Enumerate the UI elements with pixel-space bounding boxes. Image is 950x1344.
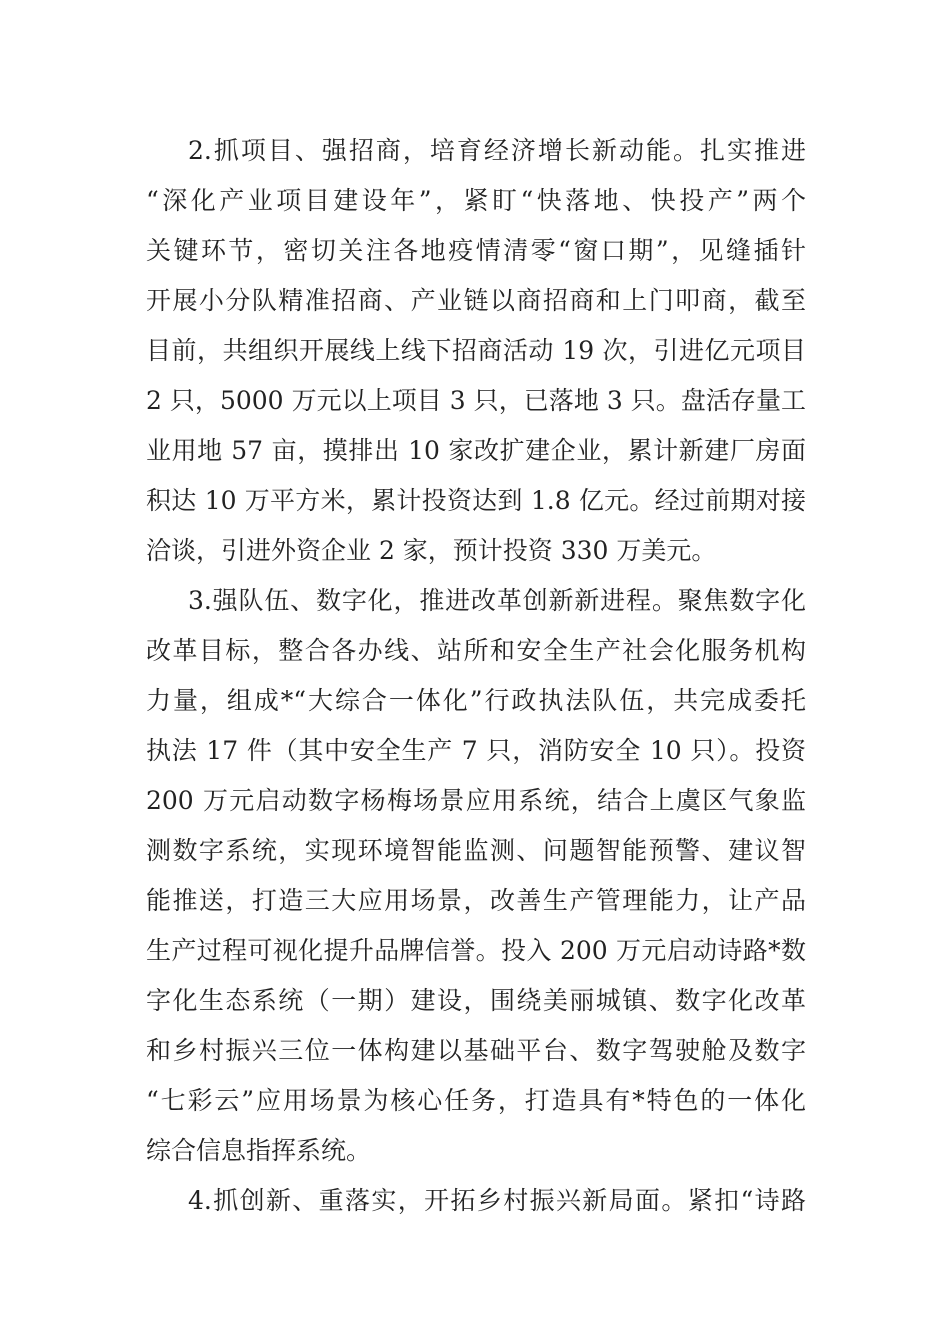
paragraph-line: 关键环节，密切关注各地疫情清零“窗口期”，见缝插针 bbox=[146, 236, 806, 265]
paragraph-line: 开展小分队精准招商、产业链以商招商和上门叩商，截至 bbox=[146, 286, 806, 315]
paragraph-line: 业用地 57 亩，摸排出 10 家改扩建企业，累计新建厂房面 bbox=[146, 436, 806, 465]
paragraph-line: 改革目标，整合各办线、站所和安全生产社会化服务机构 bbox=[146, 636, 806, 665]
paragraph-line: 和乡村振兴三位一体构建以基础平台、数字驾驶舱及数字 bbox=[146, 1036, 806, 1065]
paragraph-line: 积达 10 万平方米，累计投资达到 1.8 亿元。经过前期对接 bbox=[146, 486, 806, 515]
paragraph-line: 字化生态系统（一期）建设，围绕美丽城镇、数字化改革 bbox=[146, 986, 806, 1015]
paragraph-line: 3.强队伍、数字化，推进改革创新新进程。聚焦数字化 bbox=[188, 586, 806, 615]
paragraph-line: 4.抓创新、重落实，开拓乡村振兴新局面。紧扣“诗路 bbox=[188, 1186, 806, 1215]
paragraph-line: “七彩云”应用场景为核心任务，打造具有*特色的一体化 bbox=[146, 1086, 806, 1115]
paragraph-line: “深化产业项目建设年”，紧盯“快落地、快投产”两个 bbox=[146, 186, 806, 215]
paragraph-line: 2 只，5000 万元以上项目 3 只，已落地 3 只。盘活存量工 bbox=[146, 386, 806, 415]
paragraph-line: 洽谈，引进外资企业 2 家，预计投资 330 万美元。 bbox=[146, 536, 717, 565]
paragraph-line: 执法 17 件（其中安全生产 7 只，消防安全 10 只）。投资 bbox=[146, 736, 806, 765]
paragraph-line: 目前，共组织开展线上线下招商活动 19 次，引进亿元项目 bbox=[146, 336, 806, 365]
paragraph-line: 力量，组成*“大综合一体化”行政执法队伍，共完成委托 bbox=[146, 686, 806, 715]
paragraph-line: 综合信息指挥系统。 bbox=[146, 1136, 372, 1165]
paragraph-line: 200 万元启动数字杨梅场景应用系统，结合上虞区气象监 bbox=[146, 786, 806, 815]
paragraph-line: 生产过程可视化提升品牌信誉。投入 200 万元启动诗路*数 bbox=[146, 936, 806, 965]
paragraph-line: 测数字系统，实现环境智能监测、问题智能预警、建议智 bbox=[146, 836, 806, 865]
paragraph-line: 2.抓项目、强招商，培育经济增长新动能。扎实推进 bbox=[188, 136, 806, 165]
paragraph-line: 能推送，打造三大应用场景，改善生产管理能力，让产品 bbox=[146, 886, 806, 915]
